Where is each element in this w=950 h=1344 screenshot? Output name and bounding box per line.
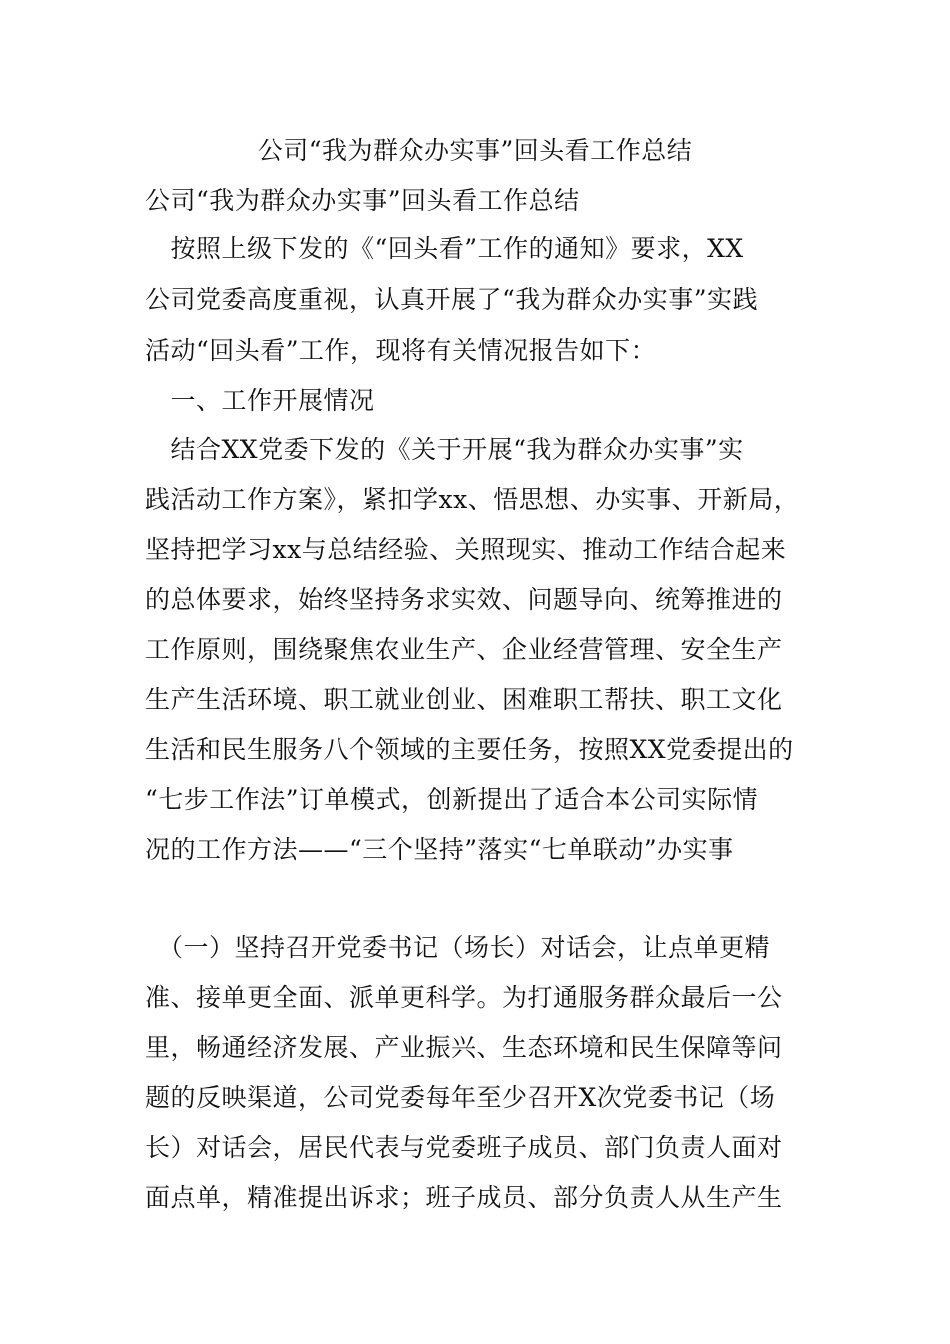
paragraph-line: 的总体要求，始终坚持务求实效、问题导向、统筹推进的 <box>145 585 783 614</box>
paragraph-line: 按照上级下发的《“回头看”工作的通知》要求，XX <box>145 234 744 263</box>
paragraph-line: “七步工作法”订单模式，创新提出了适合本公司实际情 <box>145 785 759 814</box>
paragraph-line: 践活动工作方案》，紧扣学xx、悟思想、办实事、开新局， <box>145 485 800 514</box>
document-subtitle: 公司“我为群众办实事”回头看工作总结 <box>145 186 580 215</box>
paragraph-line: 活动“回头看”工作，现将有关情况报告如下： <box>145 336 657 365</box>
paragraph-line: 生活和民生服务八个领域的主要任务，按照XX党委提出的 <box>145 735 794 764</box>
paragraph-line: 里，畅通经济发展、产业振兴、生态环境和民生保障等问 <box>145 1033 783 1062</box>
document-title: 公司“我为群众办实事”回头看工作总结 <box>257 136 693 165</box>
paragraph-line: 工作原则，围绕聚焦农业生产、企业经营管理、安全生产 <box>145 635 783 664</box>
paragraph-line: 题的反映渠道，公司党委每年至少召开X次党委书记（场 <box>145 1083 776 1112</box>
paragraph-line: 坚持把学习xx与总结经验、关照现实、推动工作结合起来 <box>145 535 787 564</box>
paragraph-line: （一）坚持召开党委书记（场长）对话会，让点单更精 <box>145 933 771 962</box>
paragraph-line: 准、接单更全面、派单更科学。为打通服务群众最后一公 <box>145 983 783 1012</box>
paragraph-line: 面点单，精准提出诉求；班子成员、部分负责人从生产生 <box>145 1183 783 1212</box>
paragraph-line: 况的工作方法——“三个坚持”落实“七单联动”办实事 <box>145 835 734 864</box>
paragraph-line: 生产生活环境、职工就业创业、困难职工帮扶、职工文化 <box>145 685 783 714</box>
paragraph-line: 结合XX党委下发的《关于开展“我为群众办实事”实 <box>145 435 744 464</box>
paragraph-line: 公司党委高度重视，认真开展了“我为群众办实事”实践 <box>145 285 759 314</box>
paragraph-line: 长）对话会，居民代表与党委班子成员、部门负责人面对 <box>145 1133 783 1162</box>
section-heading: 一、工作开展情况 <box>145 386 375 415</box>
